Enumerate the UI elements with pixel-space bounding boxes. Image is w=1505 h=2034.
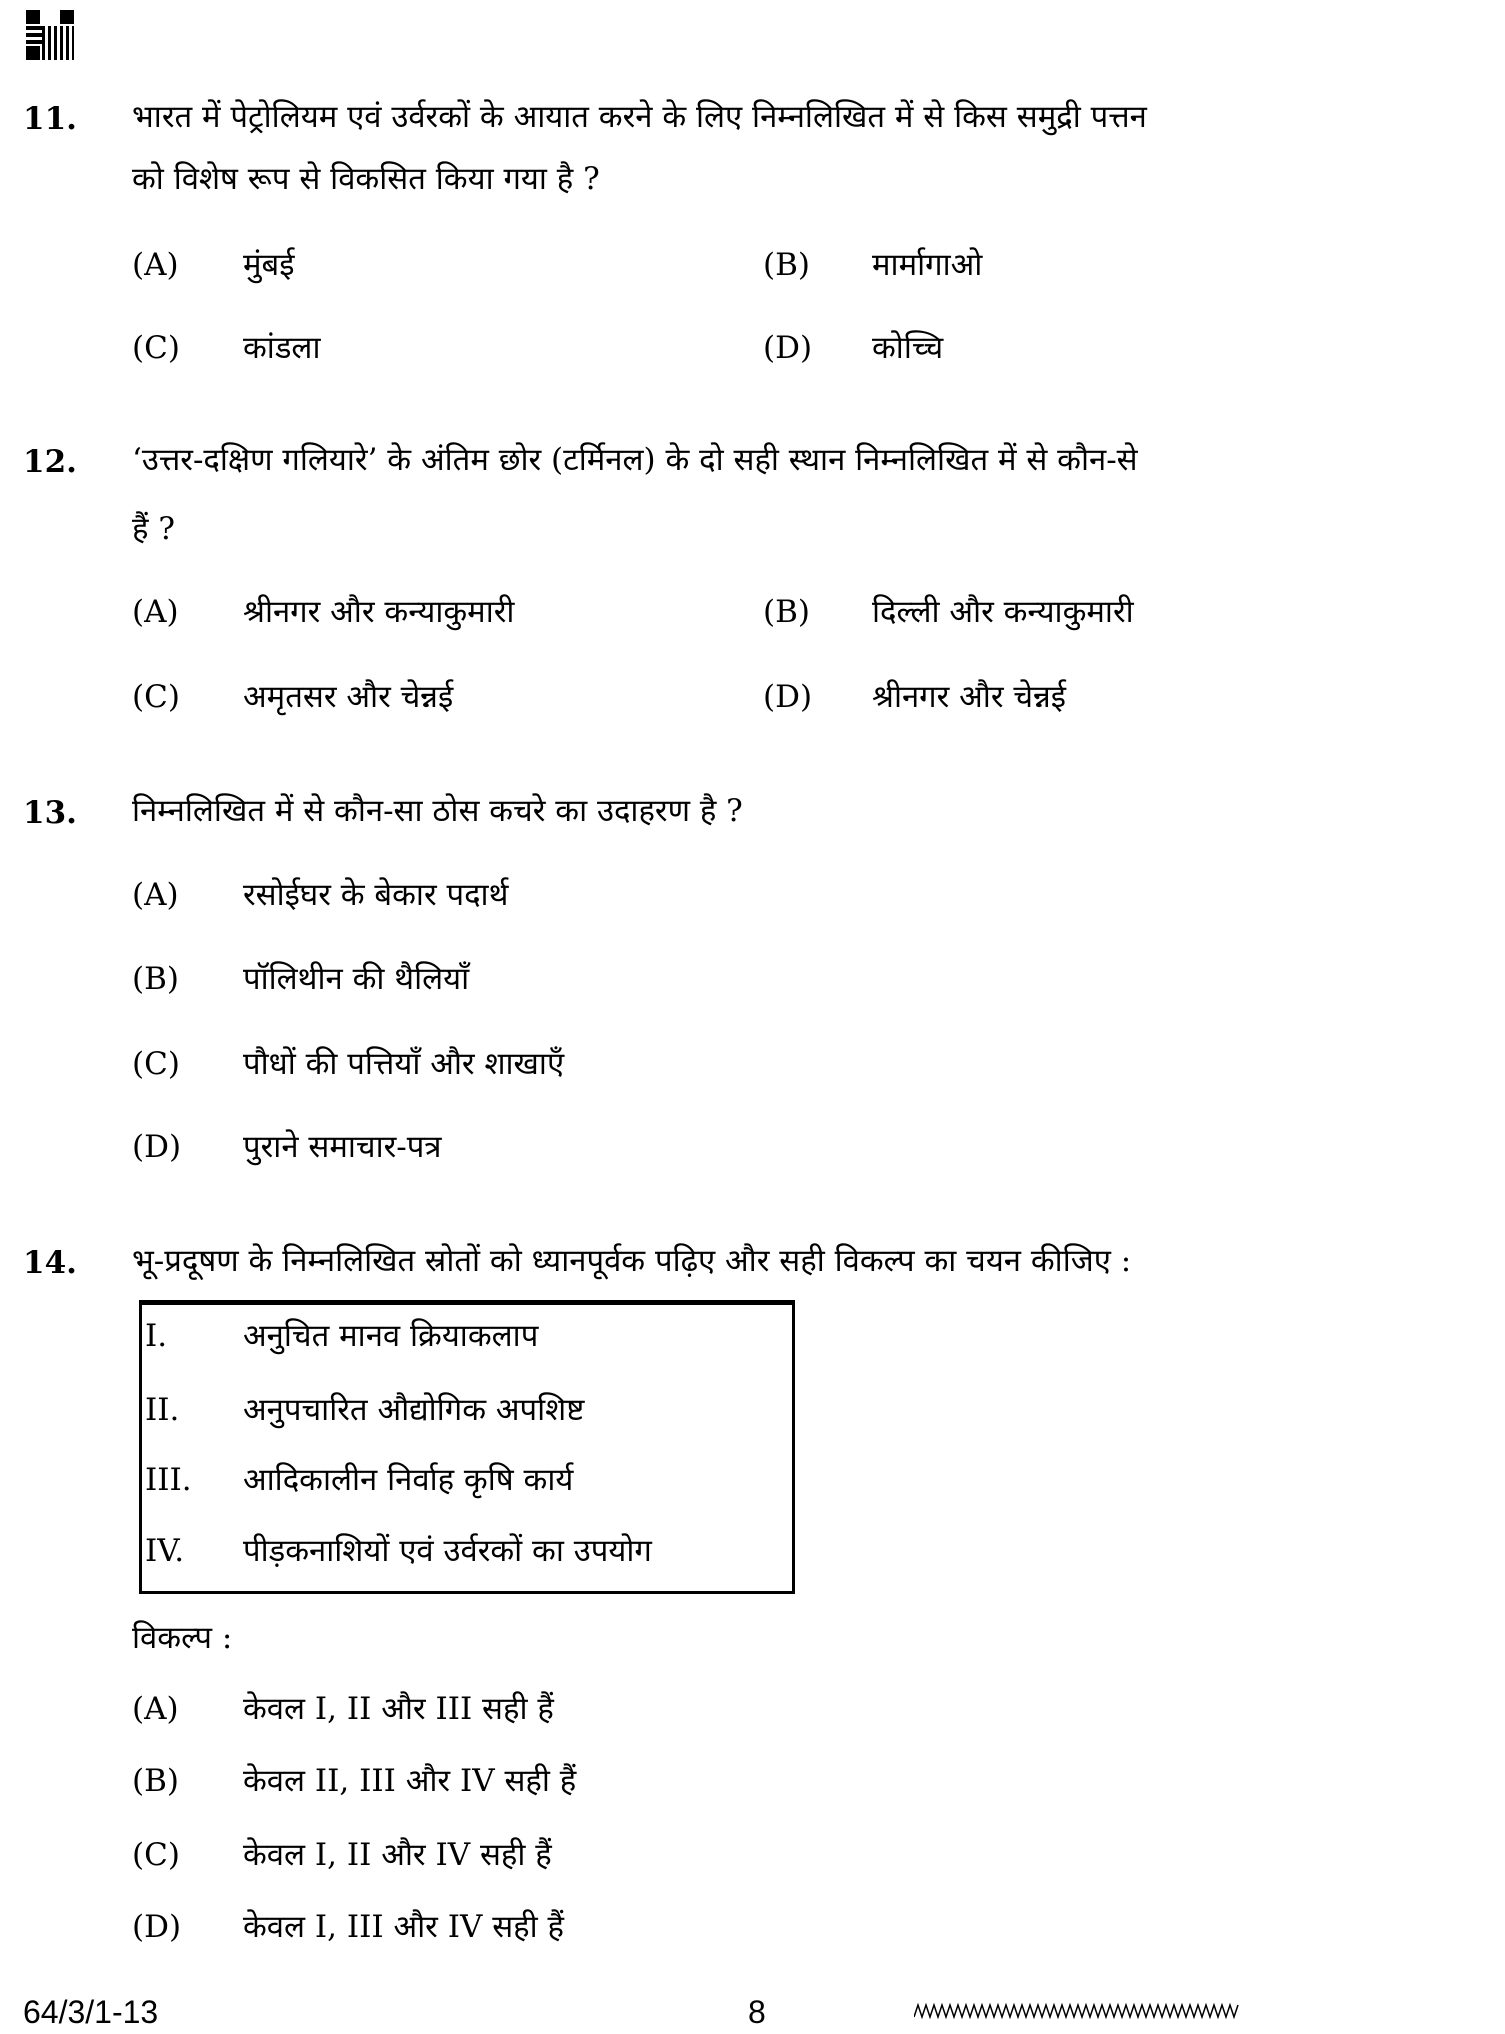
q12-option-b-label: (B) (763, 594, 810, 630)
page-number: 8 (748, 1994, 766, 2030)
statement-3-label: III. (145, 1462, 192, 1498)
q14-option-a-label: (A) (132, 1691, 179, 1727)
question-13-text: निम्नलिखित में से कौन-सा ठोस कचरे का उदाहरण है ? (132, 793, 743, 829)
q14-option-d-text: केवल I, III और IV सही हैं (243, 1909, 564, 1945)
question-11-text-line2: को विशेष रूप से विकसित किया गया है ? (132, 161, 600, 197)
question-14-text: भू-प्रदूषण के निम्नलिखित स्रोतों को ध्यानपूर्वक पढ़िए और सही विकल्प का चयन कीजिए : (132, 1243, 1132, 1279)
statement-1-text: अनुचित मानव क्रियाकलाप (243, 1318, 539, 1354)
q14-option-c-text: केवल I, II और IV सही हैं (243, 1837, 552, 1873)
q12-option-a-label: (A) (132, 594, 179, 630)
question-13-number: 13. (23, 795, 77, 831)
question-12-text-line2: हैं ? (132, 511, 175, 547)
qr-code (26, 10, 74, 60)
question-12-text-line1: ‘उत्तर-दक्षिण गलियारे’ के अंतिम छोर (टर्मिनल) के दो सही स्थान निम्नलिखित में से कौन-से (132, 442, 1138, 478)
q11-option-a-label: (A) (132, 247, 179, 283)
q13-option-a-text: रसोईघर के बेकार पदार्थ (243, 877, 509, 913)
statement-4-text: पीड़कनाशियों एवं उर्वरकों का उपयोग (243, 1533, 652, 1569)
statement-2-label: II. (145, 1392, 180, 1428)
q12-option-b-text: दिल्ली और कन्याकुमारी (872, 594, 1134, 630)
paper-code: 64/3/1-13 (23, 1994, 159, 2030)
question-11-text-line1: भारत में पेट्रोलियम एवं उर्वरकों के आयात करने के लिए निम्नलिखित में से किस समुद्री पत्तन (132, 99, 1147, 135)
question-12-number: 12. (23, 444, 77, 480)
question-11-number: 11. (23, 101, 77, 137)
q11-option-c-label: (C) (132, 330, 180, 366)
q12-option-c-label: (C) (132, 679, 180, 715)
q11-option-a-text: मुंबई (243, 247, 295, 283)
wavy-line-decoration (914, 2003, 1240, 2019)
q14-option-a-text: केवल I, II और III सही हैं (243, 1691, 554, 1727)
q11-option-b-text: मार्मागाओ (872, 247, 983, 283)
q13-option-b-label: (B) (132, 961, 179, 997)
q13-option-d-text: पुराने समाचार-पत्र (243, 1129, 442, 1165)
options-heading: विकल्प : (132, 1620, 233, 1656)
question-14-number: 14. (23, 1245, 77, 1281)
statement-4-label: IV. (145, 1533, 185, 1569)
q13-option-a-label: (A) (132, 877, 179, 913)
q12-option-c-text: अमृतसर और चेन्नई (243, 679, 454, 715)
q11-option-b-label: (B) (763, 247, 810, 283)
q12-option-a-text: श्रीनगर और कन्याकुमारी (243, 594, 515, 630)
q13-option-b-text: पॉलिथीन की थैलियाँ (243, 961, 470, 997)
q13-option-d-label: (D) (132, 1129, 182, 1165)
q14-option-c-label: (C) (132, 1837, 180, 1873)
q11-option-c-text: कांडला (243, 330, 321, 366)
q13-option-c-text: पौधों की पत्तियाँ और शाखाएँ (243, 1046, 565, 1082)
q14-option-b-text: केवल II, III और IV सही हैं (243, 1763, 577, 1799)
q13-option-c-label: (C) (132, 1046, 180, 1082)
q14-option-b-label: (B) (132, 1763, 179, 1799)
q14-option-d-label: (D) (132, 1909, 182, 1945)
q11-option-d-text: कोच्चि (872, 330, 944, 366)
q12-option-d-text: श्रीनगर और चेन्नई (872, 679, 1066, 715)
statement-1-label: I. (145, 1318, 168, 1354)
statement-3-text: आदिकालीन निर्वाह कृषि कार्य (243, 1462, 574, 1498)
q12-option-d-label: (D) (763, 679, 813, 715)
statement-2-text: अनुपचारित औद्योगिक अपशिष्ट (243, 1392, 585, 1428)
q11-option-d-label: (D) (763, 330, 813, 366)
